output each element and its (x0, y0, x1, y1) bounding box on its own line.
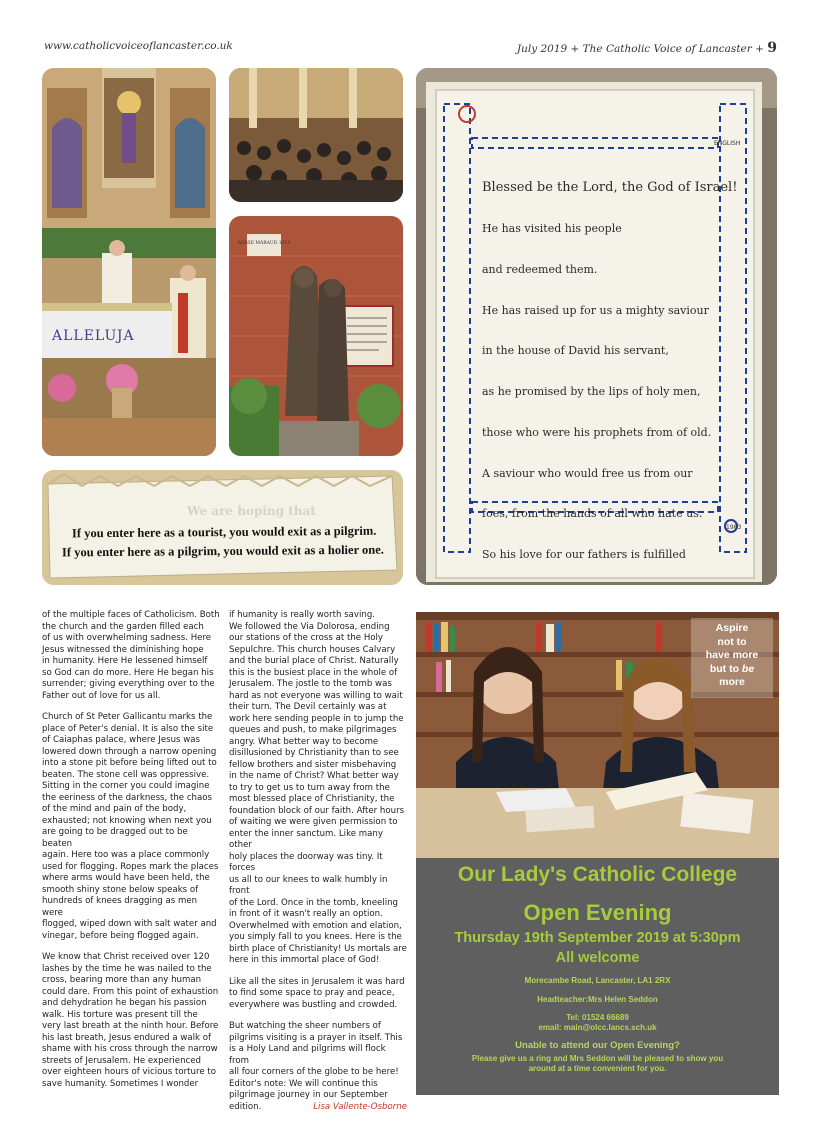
crowd-image (229, 68, 403, 202)
all-welcome: All welcome (555, 950, 640, 966)
headteacher-name: Headteacher:Mrs Helen Seddon (537, 995, 658, 1004)
article-paragraph: Church of St Peter Gallicantu marks the place of Peter's denial. It is also the site of Caiaphas palace, where Jesus was lowered down through a narrow opening into a stone pit before being lifted out to beaten. The stone cell was oppressive. Sitting in the corner you could imagine the eeriness of the darkness, the chaos of the mind and pain of the body, exhausted; not knowing when next you are going to be dragged out to be beaten again. Here too was a place commonly used for flogging. Ropes mark the places where arms would have been held, the smooth shiny stone below speaks of hundreds of knees dragging as men were flogged, wiped down with salt water and vinegar, before being flogged again. (42, 712, 219, 941)
sign-faded-text: We are hoping that (187, 504, 316, 518)
alleluja-banner: ALLELUJA (52, 328, 135, 344)
issue-text: July 2019 + The Catholic Voice of Lancaster + (516, 43, 768, 55)
website-url[interactable]: www.catholicvoiceoflancaster.co.uk (44, 40, 233, 52)
tile-line: A saviour who would free us from our (482, 466, 693, 480)
tile-line: and redeemed them. (482, 262, 598, 276)
tile-line: So his love for our fathers is fulfilled (482, 548, 686, 562)
statues-image (229, 216, 403, 456)
tile-line: in the house of David his servant, (482, 344, 669, 358)
unable-to-attend: Unable to attend our Open Evening? (515, 1040, 680, 1051)
call-to-action-line: Please give us a ring and Mrs Seddon will be pleased to show you (471, 1054, 724, 1063)
statues-photo (229, 216, 403, 456)
motto-box (691, 618, 773, 698)
tile-footer-number: 1983 (726, 524, 742, 531)
motto-line (691, 663, 773, 677)
motto-line: have more (705, 649, 759, 661)
article-paragraph: Like all the sites in Jerusalem it was hard to find some space to pray and peace, everywhere was bustling and crowded. (229, 976, 405, 1010)
tile-line: He has visited his people (482, 221, 622, 235)
crowd-photo (229, 68, 403, 202)
article-paragraph: if humanity is really worth saving. We followed the Via Dolorosa, ending our stations of the cross at the Holy Sepulchre. This church houses Calvary and the burial place of Christ. Naturally this is the busiest place in the whole of Jerusalem. The jostle to the tomb was hard as not everyone was willing to wait their turn. The Devil certainly was at work here sending people in to jump the queues and push, to make pilgrimages angry. What better way to become disillusioned by Christianity than to see fellow brothers and sister misbehaving in the name of Christ? What better way to try to get us to turn away from the most blessed place of Christianity, the foundation block of our faith. After hours of waiting we were given permission to enter the inner sanctum. Like many other holy places the doorway was tiny. It forces us all to our knees to walk humbly in front of the Lord. Once in the tomb, kneeling in front of it wasn't really an option. Overwhelmed with emotion and elation, you simply fall to you knees. Here is the birth place of Christianity! Us mortals are here in this immortal place of God! (229, 610, 407, 965)
tile-line: foes, from the hands of all who hate us. (482, 507, 703, 521)
article-column-1 (42, 610, 220, 1100)
call-to-action-line: around at a time convenient for you. (528, 1064, 667, 1073)
article-paragraph: We know that Christ received over 120 lashes by the time he was nailed to the cross, bearing more than any human could dare. From this point of exhaustion and dehydration he began his passion walk. His torture was present till the very last breath at the ninth hour. Before his last breath, Jesus endured a walk of shame with his cross through the narrow streets of Jerusalem. He experienced over eighteen hours of vicious torture to save humanity. Sometimes I wonder (42, 952, 219, 1089)
issue-line (517, 40, 777, 56)
statue-plaque-text: ANNIE MARAUD 1914 (237, 241, 291, 246)
benedictus-text (482, 154, 737, 585)
college-name: Our Lady's Catholic College (457, 863, 738, 886)
article-column-2 (229, 610, 407, 1114)
benedictus-tile-photo (416, 68, 777, 585)
motto-be: be (741, 662, 755, 675)
students-photo (416, 612, 779, 858)
page-number: 9 (767, 40, 777, 56)
motto-but-to: but to (709, 662, 742, 675)
tile-corner-label: ENGLISH (714, 140, 741, 147)
motto-line: more (719, 676, 745, 688)
motto-line: Aspire (715, 622, 749, 634)
article-paragraph: But watching the sheer numbers of pilgrims visiting is a prayer in itself. This is a Holy Land and pilgrims will flock from all four corners of the globe to be here! Editor's note: We will continue this pilgrimage journey in our September edition. (229, 1021, 403, 1112)
tile-line: those who were his prophets from of old. (482, 425, 712, 439)
open-evening-heading: Open Evening (523, 900, 672, 925)
motto-line: not to (717, 635, 747, 648)
sign-line-pilgrim: If you enter here as a pilgrim, you would exit as a holier one. (61, 542, 384, 560)
pilgrim-sign-photo (42, 470, 403, 585)
email-address[interactable]: email: main@olcc.lancs.sch.uk (538, 1023, 657, 1032)
byline: Lisa Vallente-Osborne (313, 1102, 407, 1112)
tile-line: Blessed be the Lord, the God of Israel! (482, 180, 738, 196)
tile-line: He has raised up for us a mighty saviour (482, 303, 709, 317)
open-evening-advert (416, 612, 779, 1095)
event-date: Thursday 19th September 2019 at 5:30pm (454, 930, 741, 946)
college-address: Morecambe Road, Lancaster, LA1 2RX (524, 976, 671, 985)
church-altar-photo (42, 68, 216, 456)
article-paragraph: of the multiple faces of Catholicism. Both the church and the garden filled each of us with overwhelming sadness. Here Jesus witnessed the diminishing hope in humanity. Here He lessened himself so God can do more. Here He began his surrender; giving everything over to the Father out of love for us all. (42, 610, 220, 701)
tile-line: as he promised by the lips of holy men, (482, 385, 701, 399)
telephone-number[interactable]: Tel: 01524 66689 (566, 1013, 629, 1022)
sign-line-tourist: If you enter here as a tourist, you would exit as a pilgrim. (71, 523, 377, 541)
church-altar-image (42, 68, 216, 456)
